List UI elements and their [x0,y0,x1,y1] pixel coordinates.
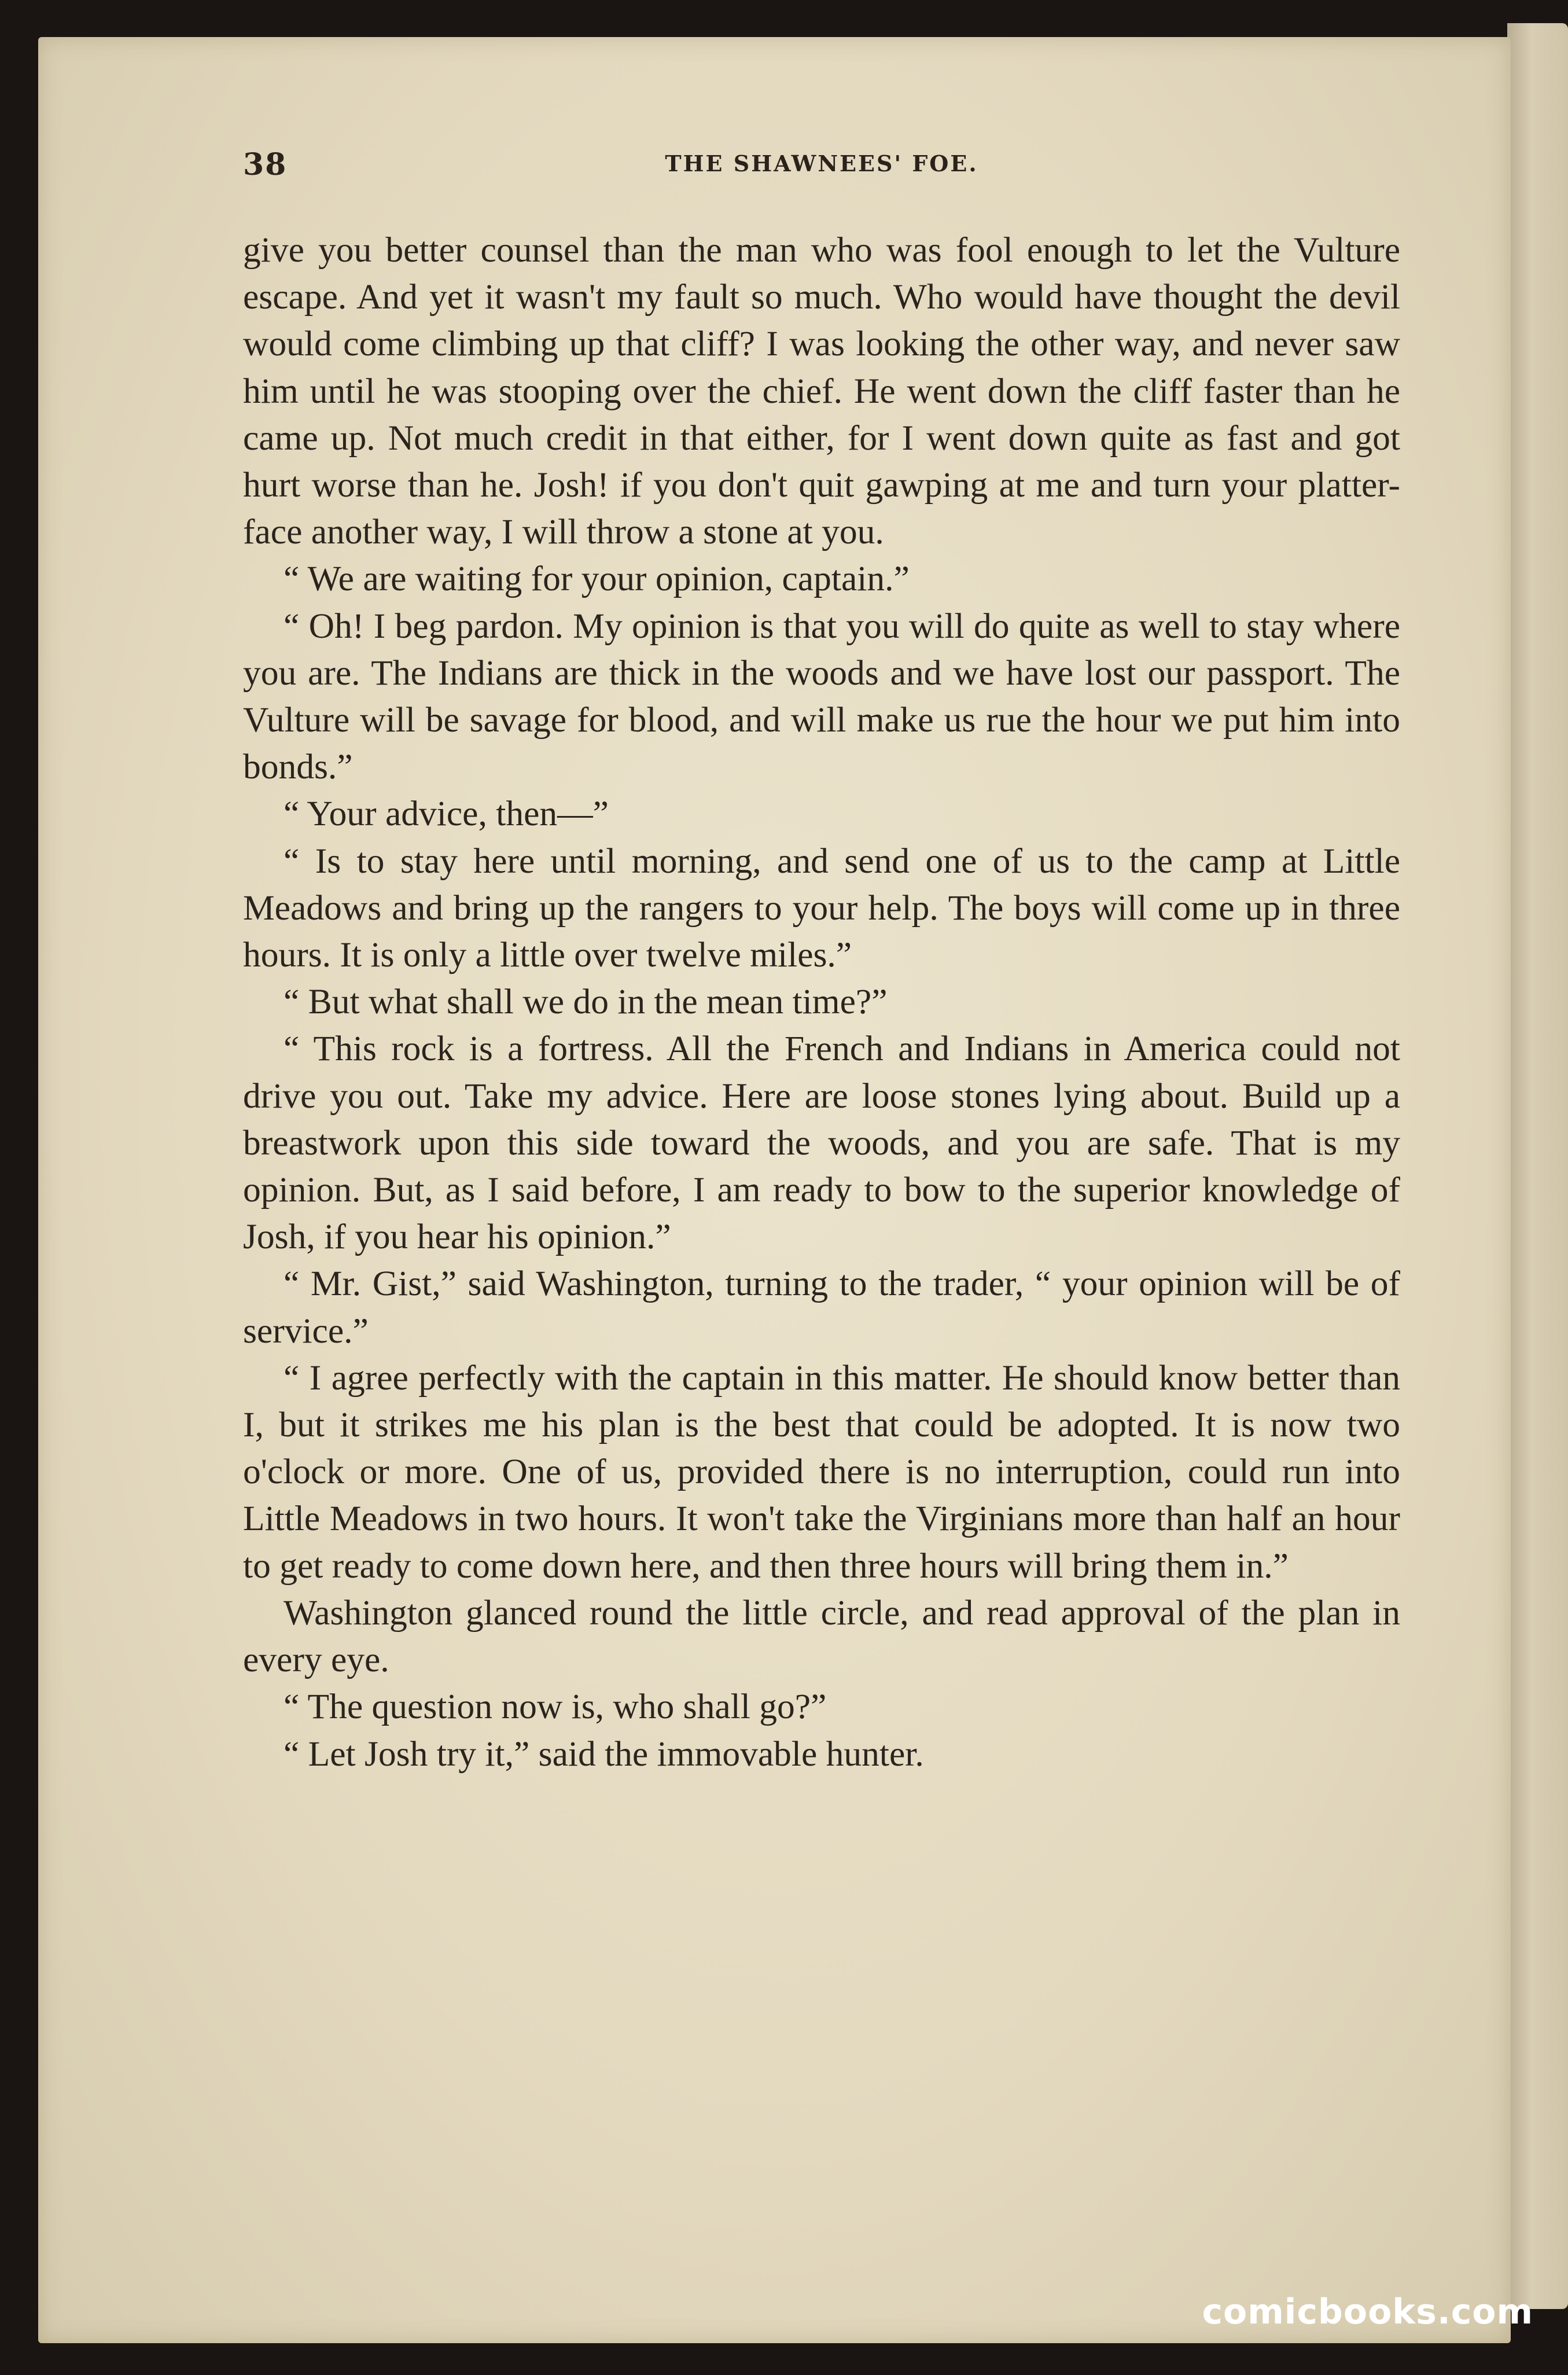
running-head [243,147,1400,205]
paragraph: “ The question now is, who shall go?” [284,1687,827,1727]
page-number: 38 [243,147,288,182]
paragraph: “ Mr. Gist,” said Washington, turning to the trader, “ your opinion will be of service.” [243,1264,1400,1351]
paragraph: “ Your advice, then—” [284,794,609,834]
next-page-edge [1507,23,1568,2309]
paragraph: “ But what shall we do in the mean time?” [284,982,888,1022]
paragraph: “ We are waiting for your opinion, captain.” [284,559,910,599]
paragraph: “ Is to stay here until morning, and send one of us to the camp at Little Meadows and bring up the rangers to your help. The boys will come up in three hours. It is only a little over twelve miles.” [243,841,1400,975]
body-text [243,227,1400,1778]
paragraph: “ This rock is a fortress. All the French and Indians in America could not drive you out. Take my advice. Here are loose stones lying about. Build up a breastwork upon this side toward the woods, and you are safe. That is my opinion. But, as I said before, I am ready to bow to the superior knowledge of Josh, if you hear his opinion.” [243,1029,1400,1257]
paragraph: Washington glanced round the little circle, and read approval of the plan in every eye. [243,1593,1400,1680]
paragraph: “ I agree perfectly with the captain in this matter. He should know better than I, but it strikes me his plan is the best that could be adopted. It is now two o'clock or more. One of us, provided there is no interruption, could run into Little Meadows in two hours. It won't take the Virginians more than half an hour to get ready to come down here, and then three hours will bring them in.” [243,1358,1400,1586]
book-page [38,37,1511,2343]
paragraph: “ Let Josh try it,” said the immovable hunter. [284,1734,924,1774]
paragraph: give you better counsel than the man who was fool enough to let the Vulture escape. And yet it wasn't my fault so much. Who would have thought the devil would come climbing up that cliff? I was looking the other way, and never saw him until he was stooping over the chief. He went down the cliff faster than he came up. Not much credit in that either, for I went down quite as fast and got hurt worse than he. Josh! if you don't quit gawping at me and turn your platter-face another way, I will throw a stone at you. [243,230,1400,552]
running-title: THE SHAWNEES' FOE. [665,150,978,177]
paragraph: “ Oh! I beg pardon. My opinion is that you will do quite as well to stay where you are. The Indians are thick in the woods and we have lost our passport. The Vulture will be savage for blood, and will make us rue the hour we put him into bonds.” [243,606,1400,787]
watermark: comicbooks.com [1202,2292,1533,2332]
page-content [243,147,1400,1778]
